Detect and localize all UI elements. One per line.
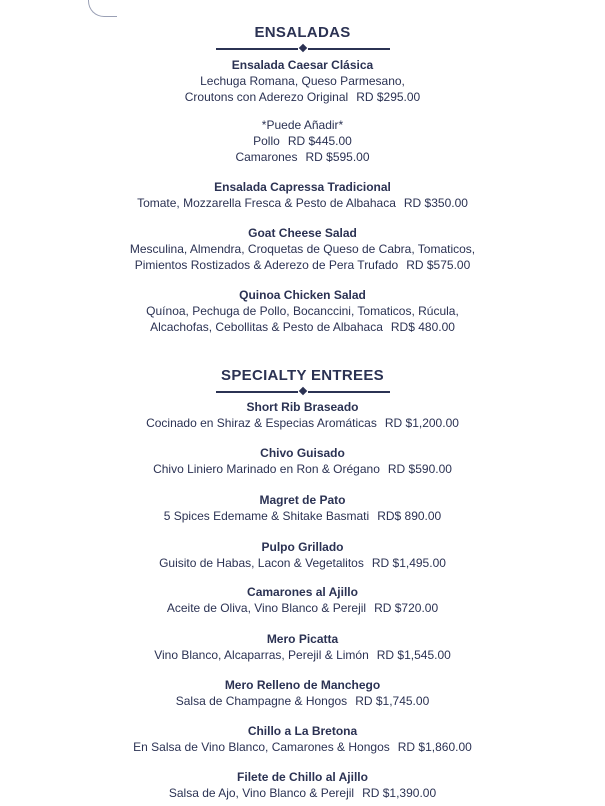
item-price: RD $1,495.00 <box>371 556 446 570</box>
section-header-entrees <box>0 367 605 396</box>
item-description: Mesculina, Almendra, Croquetas de Queso de Cabra, Tomaticos, <box>129 242 476 256</box>
item-price: RD $1,200.00 <box>384 416 459 430</box>
item-description: Vino Blanco, Alcaparras, Perejil & Limón RD $1,545.00 <box>154 648 451 662</box>
item-price: RD $350.00 <box>403 196 468 210</box>
menu-item-capressa <box>0 179 605 211</box>
corner-decoration <box>88 0 117 17</box>
menu-item-caesar <box>0 57 605 105</box>
section-divider <box>216 45 390 53</box>
item-name: Ensalada Capressa Tradicional <box>214 180 391 194</box>
menu-item-entree <box>0 677 605 709</box>
section-title-entrees: SPECIALTY ENTREES <box>221 367 384 384</box>
item-name: Quinoa Chicken Salad <box>239 288 366 302</box>
menu-item-goat-cheese <box>0 225 605 273</box>
item-name: Goat Cheese Salad <box>248 226 357 240</box>
item-name: Chivo Guisado <box>260 446 345 460</box>
item-name: Filete de Chillo al Ajillo <box>237 770 368 784</box>
item-description: Salsa de Champagne & Hongos RD $1,745.00 <box>175 694 430 708</box>
item-price: RD $1,745.00 <box>355 694 430 708</box>
item-description: Tomate, Mozzarella Fresca & Pesto de Albahaca RD $350.00 <box>137 196 468 210</box>
item-description: Salsa de Ajo, Vino Blanco & Perejil RD $1,390.00 <box>168 786 437 800</box>
addon-pollo: Pollo RD $445.00 <box>253 134 352 148</box>
item-price: RD $295.00 <box>356 90 421 104</box>
item-name: Chillo a La Bretona <box>247 724 358 738</box>
item-description: Croutons con Aderezo Original RD $295.00 <box>184 90 421 104</box>
item-name: Mero Relleno de Manchego <box>224 678 381 692</box>
menu-item-entree <box>0 399 605 431</box>
item-price: RD $595.00 <box>305 150 370 164</box>
item-price: RD $1,860.00 <box>397 740 472 754</box>
menu-item-entree <box>0 539 605 571</box>
item-description: Cocinado en Shiraz & Especias Aromáticas RD $1,200.00 <box>146 416 459 430</box>
item-name: Short Rib Braseado <box>246 400 359 414</box>
item-name: Magret de Pato <box>259 493 346 507</box>
item-description: Chivo Liniero Marinado en Ron & Orégano RD $590.00 <box>153 462 452 476</box>
menu-addons <box>0 117 605 165</box>
menu-item-entree <box>0 492 605 524</box>
item-price: RD $445.00 <box>287 134 352 148</box>
item-name: Ensalada Caesar Clásica <box>231 58 374 72</box>
item-description: Alcachofas, Cebollitas & Pesto de Albahaca RD$ 480.00 <box>150 320 455 334</box>
section-title-ensaladas: ENSALADAS <box>254 24 351 41</box>
item-description: En Salsa de Vino Blanco, Camarones & Hongos RD $1,860.00 <box>133 740 472 754</box>
menu-item-entree <box>0 445 605 477</box>
item-description: Guisito de Habas, Lacon & Vegetalitos RD $1,495.00 <box>159 556 446 570</box>
item-price: RD $720.00 <box>374 601 439 615</box>
menu-item-quinoa <box>0 287 605 335</box>
item-description: Pimientos Rostizados & Aderezo de Pera Trufado RD $575.00 <box>134 258 471 272</box>
addon-camarones: Camarones RD $595.00 <box>235 150 370 164</box>
item-price: RD $1,545.00 <box>376 648 451 662</box>
item-price: RD$ 890.00 <box>377 509 442 523</box>
item-description: 5 Spices Edemame & Shitake Basmati RD$ 890.00 <box>163 509 442 523</box>
addons-heading: *Puede Añadir* <box>261 118 344 132</box>
item-name: Camarones al Ajillo <box>247 585 358 599</box>
item-price: RD $590.00 <box>387 462 452 476</box>
section-header-ensaladas <box>0 24 605 53</box>
item-price: RD $1,390.00 <box>362 786 437 800</box>
section-divider <box>216 388 390 396</box>
item-description: Lechuga Romana, Queso Parmesano, <box>200 74 405 88</box>
item-description: Aceite de Oliva, Vino Blanco & Perejil RD $720.00 <box>166 601 439 615</box>
item-price: RD $575.00 <box>406 258 471 272</box>
menu-item-entree <box>0 631 605 663</box>
menu-item-entree <box>0 769 605 801</box>
item-price: RD$ 480.00 <box>390 320 455 334</box>
menu-item-entree <box>0 723 605 755</box>
item-name: Mero Picatta <box>266 632 339 646</box>
item-name: Pulpo Grillado <box>261 540 344 554</box>
menu-item-entree <box>0 584 605 616</box>
item-description: Quínoa, Pechuga de Pollo, Bocanccini, Tomaticos, Rúcula, <box>146 304 459 318</box>
